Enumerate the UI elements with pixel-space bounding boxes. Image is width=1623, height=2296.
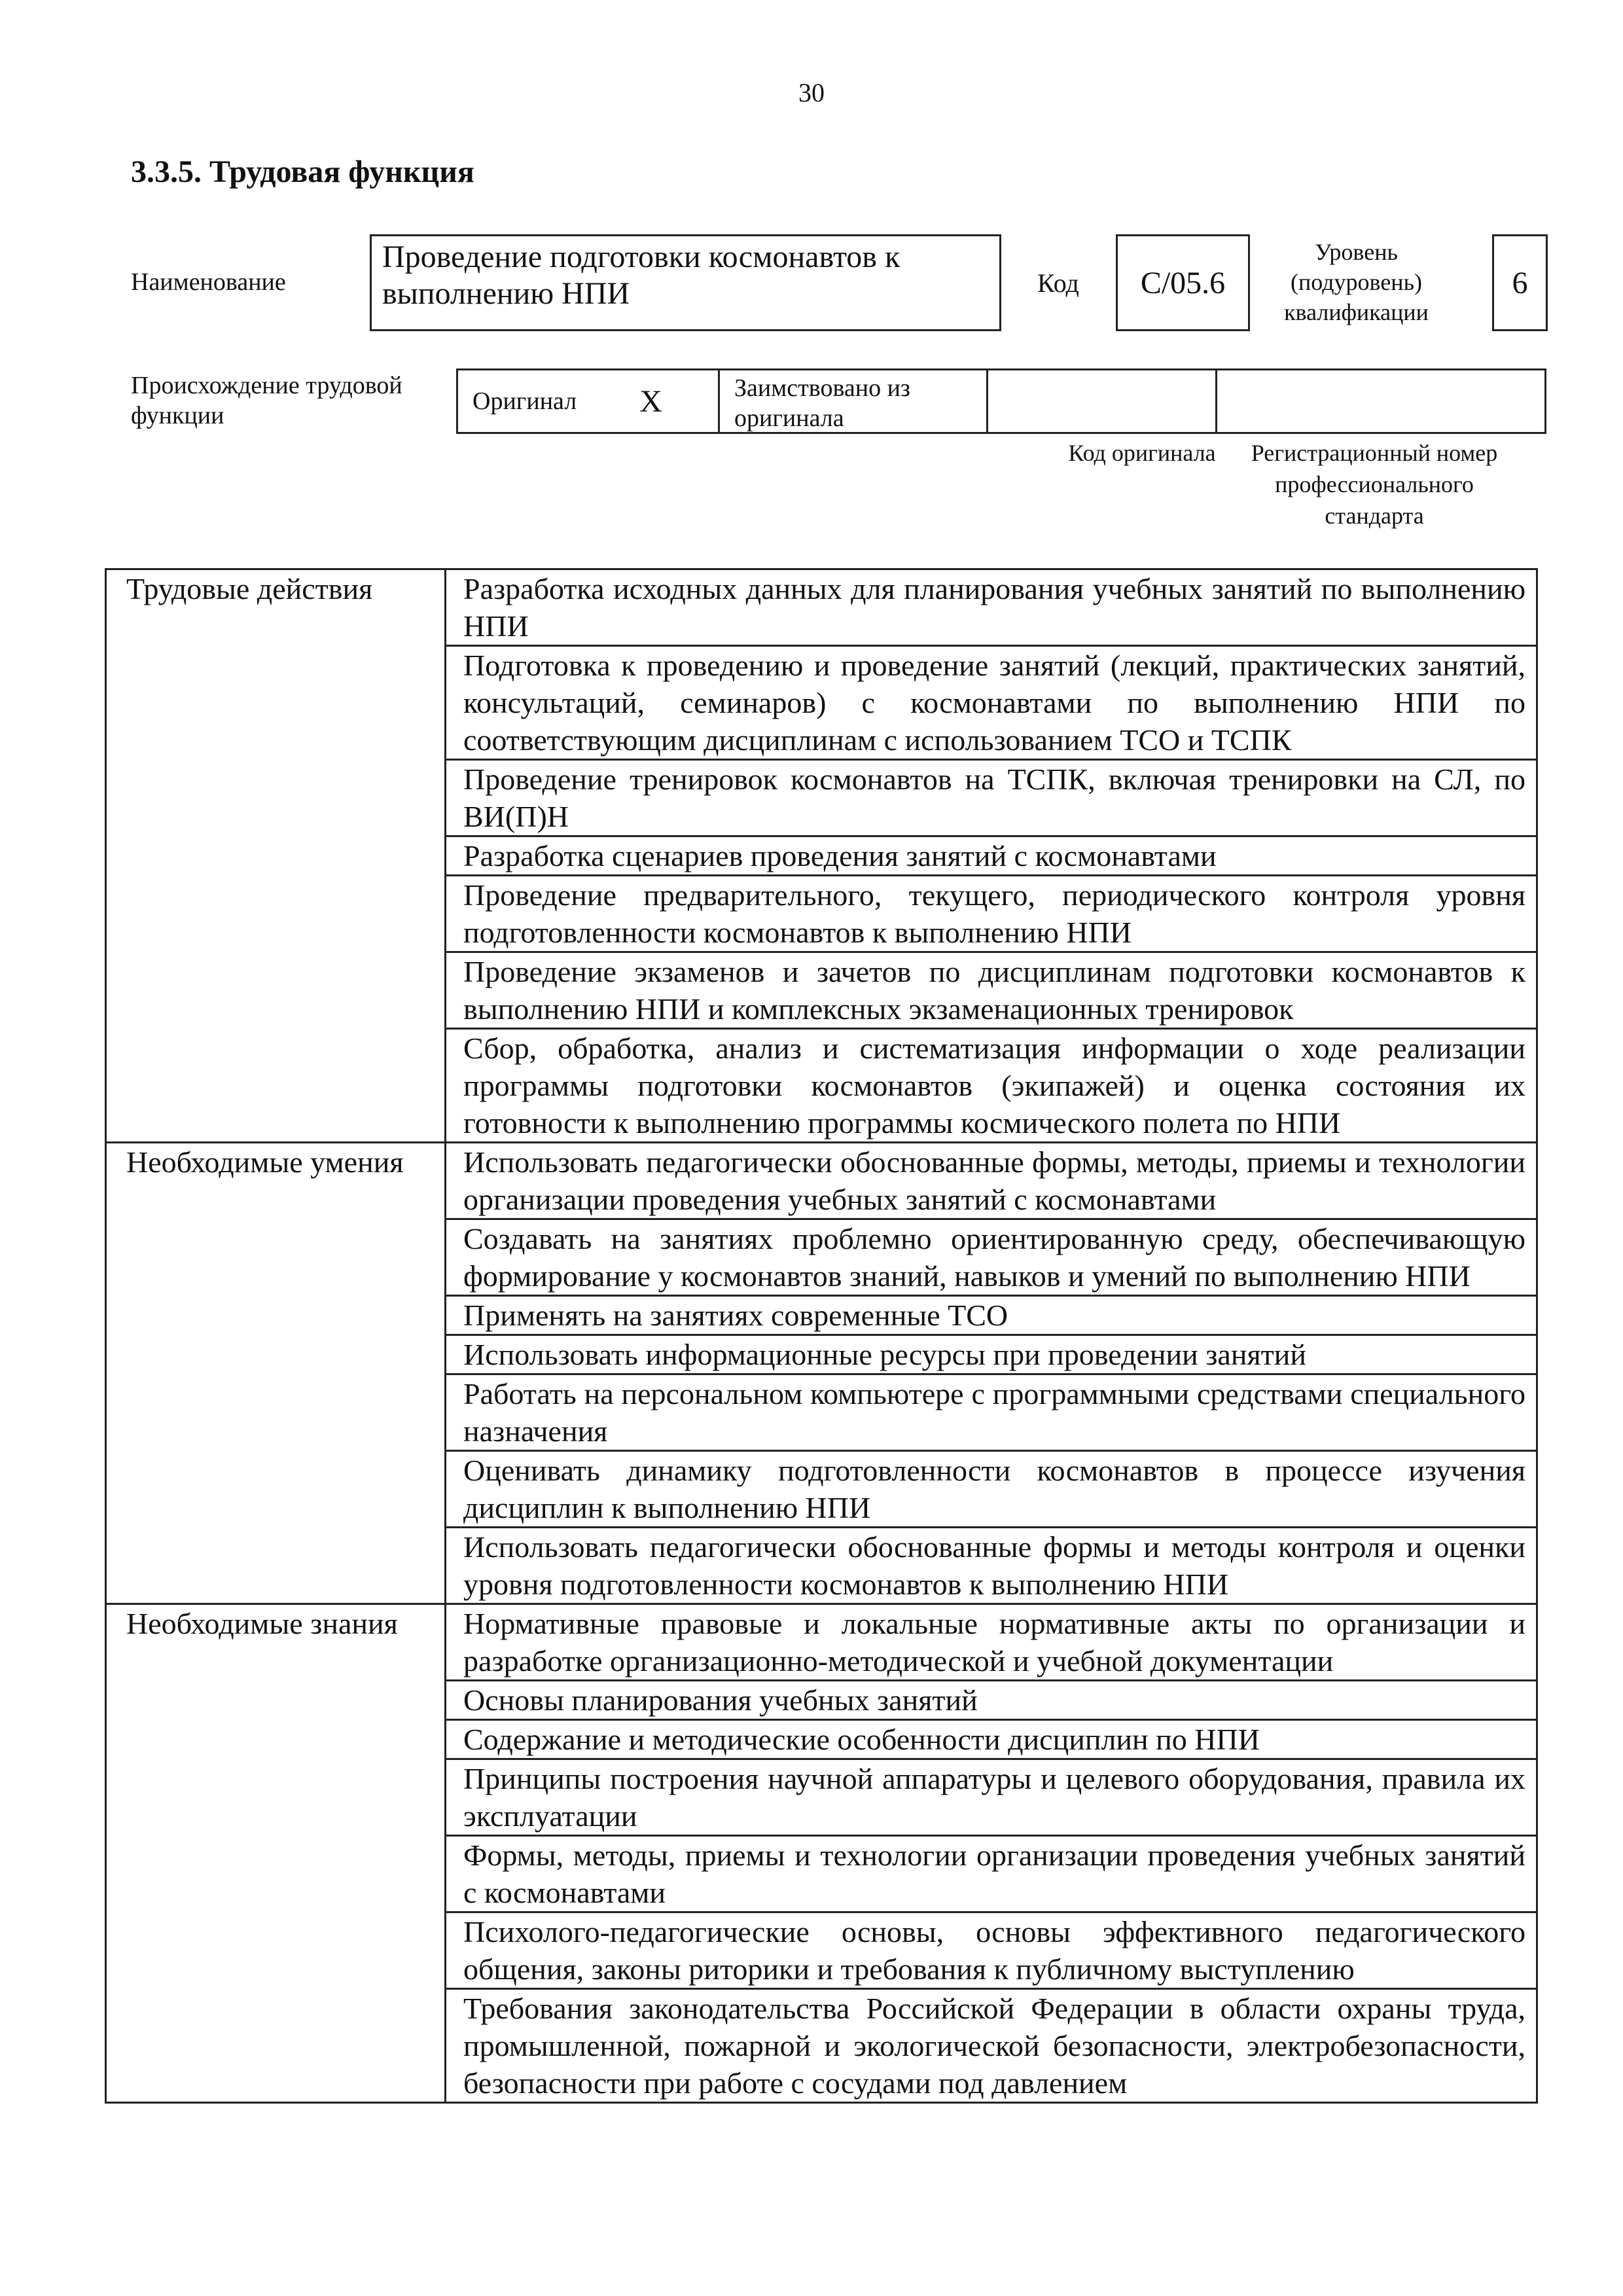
level-box (1492, 234, 1548, 331)
function-name-value: Проведение подготовки космонавтов к выполнению НПИ (382, 240, 901, 311)
item-cell: Применять на занятиях современные ТСО (446, 1296, 1537, 1335)
item-cell: Проведение тренировок космонавтов на ТСПК, включая тренировки на СЛ, по ВИ(П)Н (446, 760, 1537, 836)
item-cell: Использовать информационные ресурсы при проведении занятий (446, 1335, 1537, 1374)
level-value: 6 (1512, 265, 1528, 300)
section-title: 3.3.5. Трудовая функция (131, 154, 474, 189)
item-cell: Требования законодательства Российской Федерации в области охраны труда, промышленной, пожарной и экологической безопасности, электробезопасности, безопасности при работе с сосудами под давлением (446, 1989, 1537, 2103)
item-cell: Создавать на занятиях проблемно ориентированную среду, обеспечивающую формирование у космонавтов знаний, навыков и умений по выполнению НПИ (446, 1219, 1537, 1296)
item-cell: Нормативные правовые и локальные нормативные акты по организации и разработке организационно-методической и учебной документации (446, 1604, 1537, 1681)
origin-original-cell (458, 370, 720, 432)
item-cell: Использовать педагогически обоснованные формы и методы контроля и оценки уровня подготовленности космонавтов к выполнению НПИ (446, 1528, 1537, 1604)
item-cell: Принципы построения научной аппаратуры и целевого оборудования, правила их эксплуатации (446, 1759, 1537, 1836)
item-cell: Работать на персональном компьютере с программными средствами специального назначения (446, 1374, 1537, 1451)
item-cell: Основы планирования учебных занятий (446, 1681, 1537, 1720)
original-code-cell (988, 370, 1217, 432)
table-row (106, 1143, 1537, 1219)
category-cell: Трудовые действия (106, 569, 446, 1143)
table-body (106, 569, 1537, 2103)
original-code-caption: Код оригинала (1068, 440, 1216, 466)
category-cell: Необходимые умения (106, 1143, 446, 1604)
origin-row (456, 368, 1546, 434)
item-cell: Разработка сценариев проведения занятий с космонавтами (446, 836, 1537, 876)
item-cell: Сбор, обработка, анализ и систематизация информации о ходе реализации программы подготовки космонавтов (экипажей) и оценка состояния их готовности к выполнению программы космического полета по НПИ (446, 1029, 1537, 1143)
table-row (106, 569, 1537, 646)
origin-borrowed-cell (720, 370, 988, 432)
item-cell: Формы, методы, приемы и технологии организации проведения учебных занятий с космонавтами (446, 1836, 1537, 1912)
item-cell: Подготовка к проведению и проведение занятий (лекций, практических занятий, консультаций, семинаров) с космонавтами по выполнению НПИ по соответствующим дисциплинам с использованием ТСО и ТСПК (446, 646, 1537, 760)
name-label: Наименование (131, 268, 286, 296)
code-value: C/05.6 (1140, 265, 1226, 300)
borrowed-label: Заимствовано из оригинала (734, 374, 910, 432)
page-number: 30 (798, 78, 825, 107)
reg-number-cell (1217, 370, 1544, 432)
category-cell: Необходимые знания (106, 1604, 446, 2103)
code-box (1116, 234, 1250, 331)
original-label: Оригинал (473, 387, 577, 415)
function-details-table (105, 568, 1538, 2104)
item-cell: Оценивать динамику подготовленности космонавтов в процессе изучения дисциплин к выполнению НПИ (446, 1451, 1537, 1528)
item-cell: Проведение предварительного, текущего, периодического контроля уровня подготовленности космонавтов к выполнению НПИ (446, 876, 1537, 952)
level-label: Уровень (подуровень) квалификации (1284, 239, 1429, 325)
origin-label: Происхождение трудовой функции (131, 372, 402, 429)
item-cell: Психолого-педагогические основы, основы эффективного педагогического общения, законы риторики и требования к публичному выступлению (446, 1912, 1537, 1989)
code-label: Код (1037, 268, 1079, 298)
table-row (106, 1604, 1537, 1681)
item-cell: Содержание и методические особенности дисциплин по НПИ (446, 1720, 1537, 1759)
item-cell: Разработка исходных данных для планирования учебных занятий по выполнению НПИ (446, 569, 1537, 646)
item-cell: Проведение экзаменов и зачетов по дисциплинам подготовки космонавтов к выполнению НПИ и комплексных экзаменационных тренировок (446, 952, 1537, 1029)
reg-number-caption: Регистрационный номер профессионального стандарта (1251, 440, 1498, 529)
original-mark: X (639, 384, 662, 419)
item-cell: Использовать педагогически обоснованные формы, методы, приемы и технологии организации проведения учебных занятий с космонавтами (446, 1143, 1537, 1219)
function-name-box (370, 234, 1001, 331)
